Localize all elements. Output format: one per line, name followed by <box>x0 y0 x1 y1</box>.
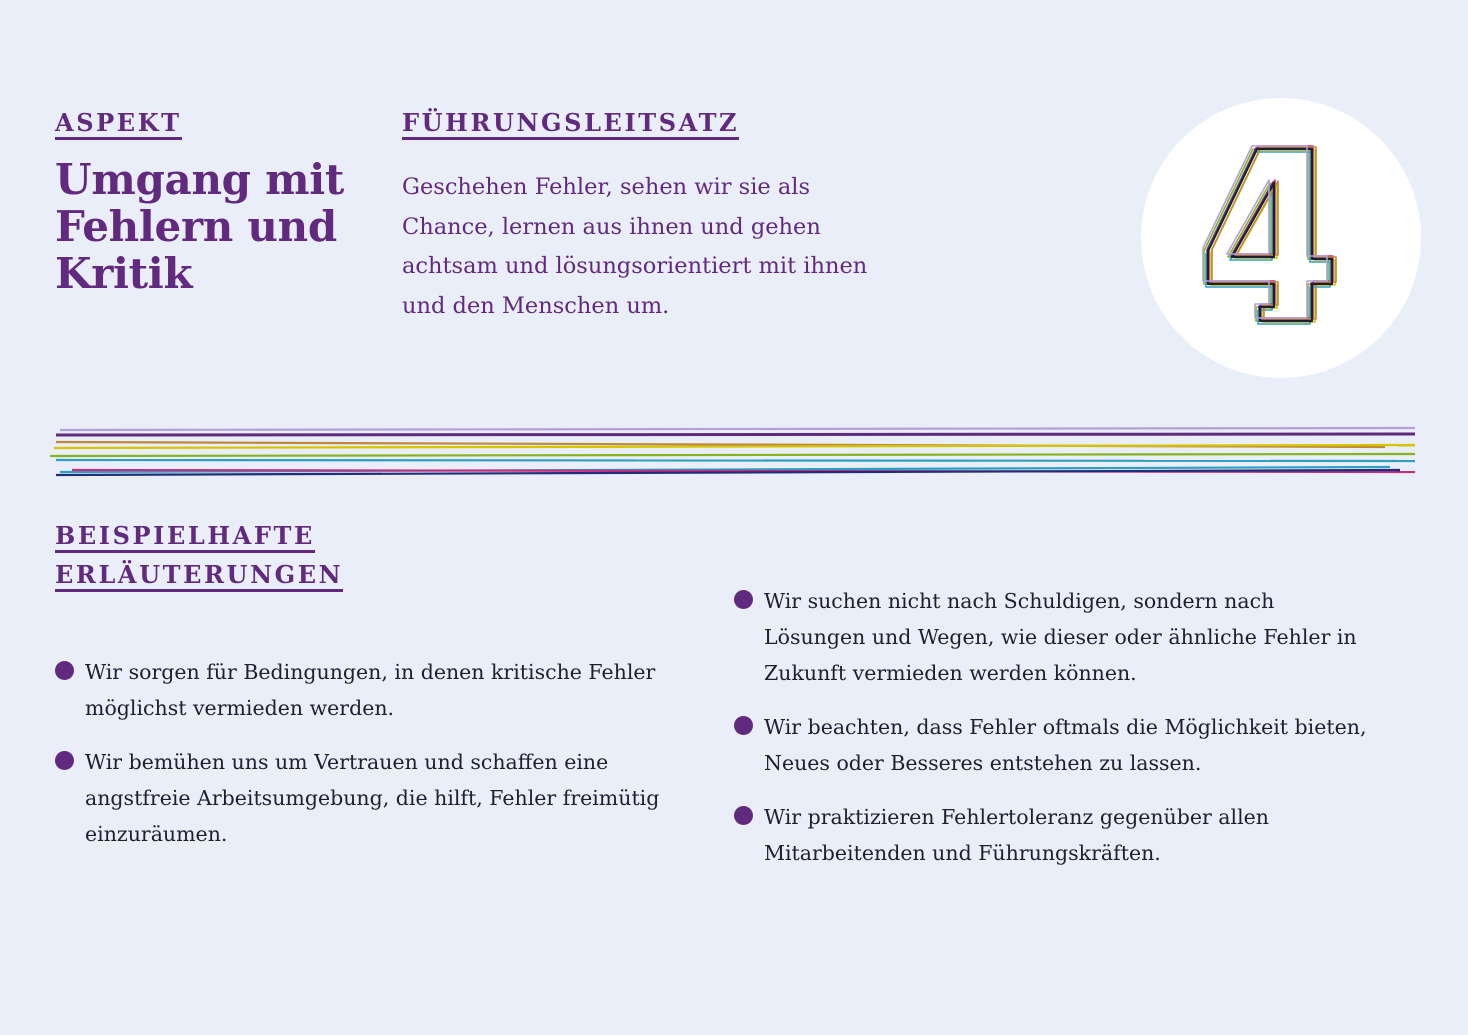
number-four-graphic <box>1141 98 1421 378</box>
leitsatz-text: Geschehen Fehler, sehen wir sie als Chance, lernen aus ihnen und gehen achtsam und lösungsorientiert mit ihnen und den Menschen um. <box>402 174 868 319</box>
list-item <box>734 583 1374 691</box>
number-badge <box>1141 98 1421 378</box>
aspect-label <box>55 103 182 142</box>
stripe-divider <box>0 420 1468 480</box>
list-item-text: Wir praktizieren Fehlertoleranz gegenüber allen Mitarbeitenden und Führungskräften. <box>764 805 1269 865</box>
list-item <box>55 744 695 852</box>
stripe-line <box>56 460 1415 461</box>
bullet-icon <box>734 806 753 825</box>
list-item <box>734 799 1374 871</box>
stripe-line <box>60 428 1415 430</box>
leitsatz-label <box>402 103 739 142</box>
aspect-title: Umgang mit Fehlern und Kritik <box>55 155 344 298</box>
bullet-icon <box>55 661 74 680</box>
erlaeuterungen-list-right <box>734 583 1374 889</box>
stripe-line <box>50 454 1415 456</box>
list-item-text: Wir suchen nicht nach Schuldigen, sondern nach Lösungen und Wegen, wie dieser oder ähnliche Fehler in Zukunft vermieden werden können. <box>764 589 1357 685</box>
stripe-line <box>56 434 1415 435</box>
erlaeuterungen-label <box>55 516 475 594</box>
erlaeuterungen-label-line1: BEISPIELHAFTE <box>55 521 315 553</box>
list-item-text: Wir beachten, dass Fehler oftmals die Möglichkeit bieten, Neues oder Besseres entstehen zu lassen. <box>764 715 1367 775</box>
list-item-text: Wir bemühen uns um Vertrauen und schaffen eine angstfreie Arbeitsumgebung, die hilft, Fehler freimütig einzuräumen. <box>85 750 660 846</box>
bullet-icon <box>55 751 74 770</box>
list-item <box>734 709 1374 781</box>
bullet-icon <box>734 716 753 735</box>
list-item-text: Wir sorgen für Bedingungen, in denen kritische Fehler möglichst vermieden werden. <box>85 660 656 720</box>
bullet-icon <box>734 590 753 609</box>
erlaeuterungen-label-line2: ERLÄUTERUNGEN <box>55 560 343 592</box>
aspect-label-text: ASPEKT <box>55 108 182 140</box>
list-item <box>55 654 695 726</box>
stripe-line <box>54 445 1415 448</box>
erlaeuterungen-list-left <box>55 654 695 870</box>
leitsatz-label-text: FÜHRUNGSLEITSATZ <box>402 108 739 140</box>
